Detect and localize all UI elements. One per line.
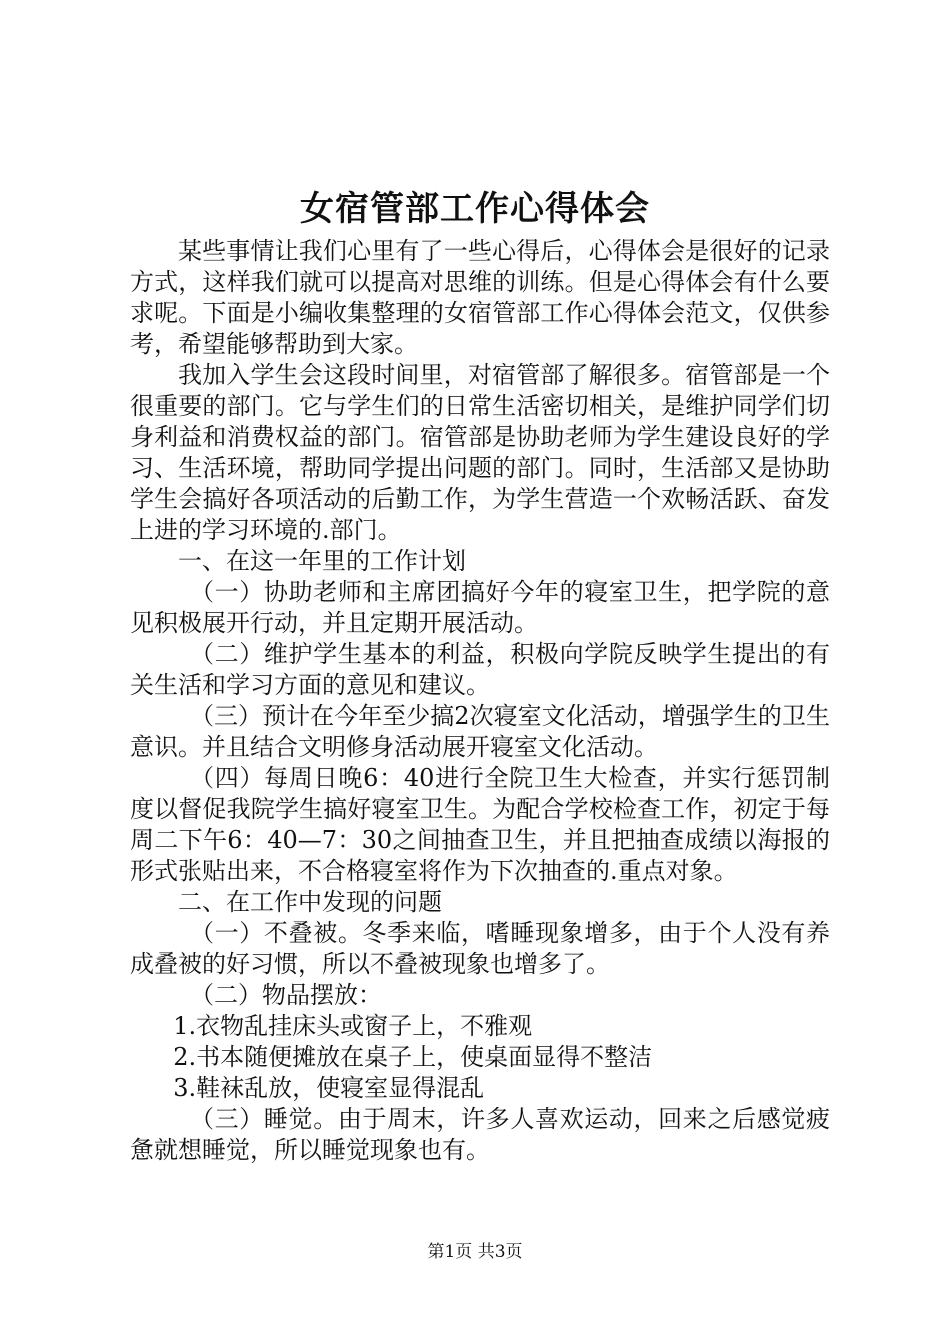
- list-item: （二）物品摆放：: [190, 981, 382, 1009]
- document-body: [130, 236, 830, 1166]
- intro-paragraph: 某些事情让我们心里有了一些心得后，心得体会是很好的记录方式，这样我们就可以提高对思维的训练。但是心得体会有什么要求呢。下面是小编收集整理的女宿管部工作心得体会范文，仅供参考，希望能够帮助到大家。: [130, 237, 830, 358]
- list-item: （一）不叠被。冬季来临，嗜睡现象增多，由于个人没有养成叠被的好习惯，所以不叠被现象也增多了。: [130, 919, 830, 978]
- page-footer: 第1页 共3页: [427, 1242, 523, 1262]
- section-heading: 一、在这一年里的工作计划: [178, 547, 466, 575]
- sub-list-item: 2.书本随便摊放在桌子上，使桌面显得不整洁: [173, 1043, 653, 1071]
- list-item: （三）预计在今年至少搞2次寝室文化活动，增强学生的卫生意识。并且结合文明修身活动展开寝室文化活动。: [130, 702, 830, 761]
- sub-list-item: 3.鞋袜乱放，使寝室显得混乱: [173, 1074, 485, 1102]
- list-item: （二）维护学生基本的利益，积极向学院反映学生提出的有关生活和学习方面的意见和建议。: [130, 640, 830, 699]
- list-item: （一）协助老师和主席团搞好今年的寝室卫生，把学院的意见积极展开行动，并且定期开展活动。: [130, 578, 830, 637]
- sub-list-item: 1.衣物乱挂床头或窗子上，不雅观: [173, 1012, 533, 1040]
- body-paragraph: 我加入学生会这段时间里，对宿管部了解很多。宿管部是一个很重要的部门。它与学生们的日常生活密切相关，是维护同学们切身利益和消费权益的部门。宿管部是协助老师为学生建设良好的学习、生活环境，帮助同学提出问题的部门。同时，生活部又是协助学生会搞好各项活动的后勤工作，为学生营造一个欢畅活跃、奋发上进的学习环境的.部门。: [130, 361, 830, 544]
- document-title: 女宿管部工作心得体会: [300, 189, 650, 229]
- list-item: （三）睡觉。由于周末，许多人喜欢运动，回来之后感觉疲惫就想睡觉，所以睡觉现象也有。: [130, 1105, 830, 1164]
- section-heading: 二、在工作中发现的问题: [178, 888, 442, 916]
- list-item: （四）每周日晚6：40进行全院卫生大检查，并实行惩罚制度以督促我院学生搞好寝室卫生。为配合学校检查工作，初定于每周二下午6：40—7：30之间抽查卫生，并且把抽查成绩以海报的形式张贴出来，不合格寝室将作为下次抽查的.重点对象。: [130, 764, 830, 885]
